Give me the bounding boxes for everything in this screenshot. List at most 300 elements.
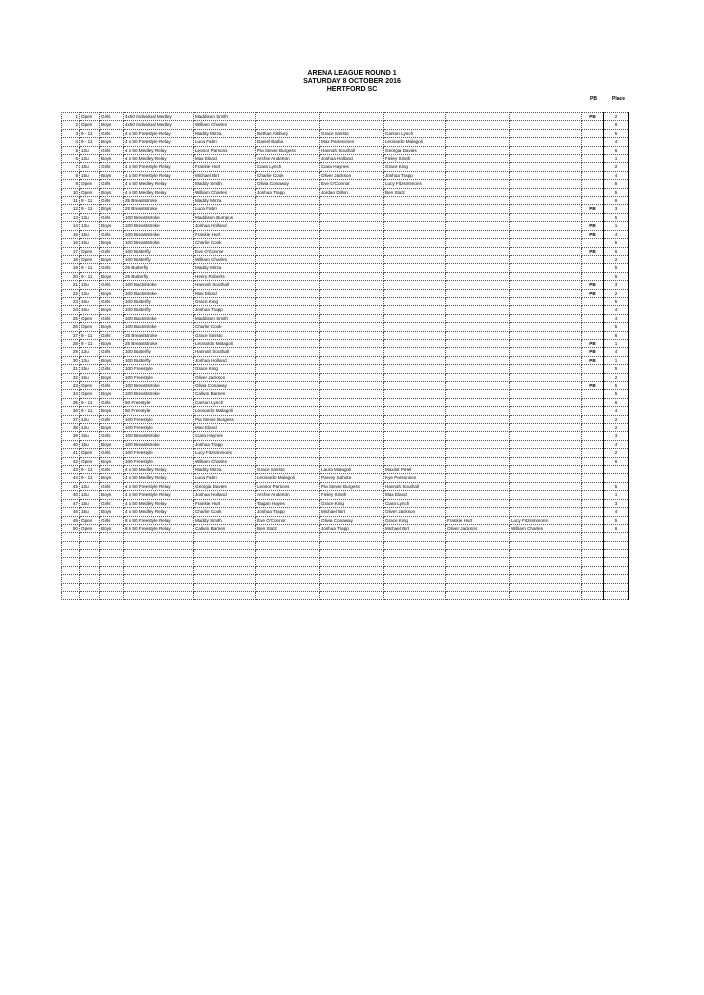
swimmer-1: William Charles [194, 457, 256, 465]
age-group: 9 - 11 [80, 205, 100, 213]
table-row [62, 365, 629, 373]
pb-marker [582, 171, 604, 179]
pb-marker [582, 466, 604, 474]
swimmer-2: Pia Stevie Burgess [256, 146, 320, 154]
place [604, 592, 629, 600]
swimmer-2 [256, 373, 320, 381]
swimmer-3 [320, 407, 384, 415]
swimmer-4: Max Eland [384, 491, 446, 499]
swimmer-4 [384, 390, 446, 398]
swimmer-4: Ben Stutz [384, 188, 446, 196]
swimmer-4 [384, 205, 446, 213]
event-name: 100 Backstroke [124, 289, 194, 297]
event-name: 100 Freestyle [124, 365, 194, 373]
age-group: Open [80, 188, 100, 196]
event-name: 8 x 50 Freestyle Relay [124, 524, 194, 532]
place: 5 [604, 129, 629, 137]
table-row [62, 566, 629, 574]
table-row [62, 583, 629, 591]
event-name: 50 Freestyle [124, 407, 194, 415]
gender [100, 566, 124, 574]
table-row [62, 138, 629, 146]
swimmer-3: Joshua Trapp [320, 524, 384, 532]
swimmer-6 [510, 180, 582, 188]
swimmer-2: Archie Anderton [256, 155, 320, 163]
swimmer-4 [384, 281, 446, 289]
swimmer-4 [384, 457, 446, 465]
swimmer-2 [256, 339, 320, 347]
gender [100, 592, 124, 600]
pb-marker: PB [582, 348, 604, 356]
swimmer-6 [510, 474, 582, 482]
table-row [62, 482, 629, 490]
event-name: 25 Breaststroke [124, 205, 194, 213]
swimmer-5 [446, 297, 510, 305]
swimmer-4 [384, 222, 446, 230]
event-name: 4 x 50 Freestyle Relay [124, 163, 194, 171]
place: 2 [604, 449, 629, 457]
gender [100, 541, 124, 549]
swimmer-4 [384, 424, 446, 432]
age-group: 13u [80, 281, 100, 289]
table-row [62, 508, 629, 516]
swimmer-1: Joshua Holland [194, 491, 256, 499]
swimmer-4 [384, 289, 446, 297]
place: 5 [604, 390, 629, 398]
swimmer-2 [256, 356, 320, 364]
event-number: 24 [62, 306, 80, 314]
swimmer-6 [510, 163, 582, 171]
swimmer-1: William Charles [194, 121, 256, 129]
swimmer-5 [446, 213, 510, 221]
event-name: 25 Breaststroke [124, 197, 194, 205]
table-row [62, 297, 629, 305]
swimmer-2 [256, 331, 320, 339]
swimmer-6 [510, 356, 582, 364]
pb-marker [582, 508, 604, 516]
place [604, 541, 629, 549]
swimmer-5 [446, 339, 510, 347]
swimmer-5 [446, 129, 510, 137]
event-number [62, 558, 80, 566]
swimmer-4: Carson Lynch [384, 129, 446, 137]
place: 4 [604, 348, 629, 356]
age-group: Open [80, 390, 100, 398]
swimmer-6 [510, 348, 582, 356]
swimmer-4 [384, 339, 446, 347]
swimmer-5 [446, 558, 510, 566]
swimmer-4: Ciara Lynch [384, 499, 446, 507]
place: 1 [604, 356, 629, 364]
place: 5 [604, 264, 629, 272]
swimmer-1: Joshua Holland [194, 356, 256, 364]
swimmer-4 [384, 407, 446, 415]
age-group: 15u [80, 171, 100, 179]
age-group: 9 - 11 [80, 197, 100, 205]
swimmer-5 [446, 239, 510, 247]
event-number [62, 583, 80, 591]
age-group: 13u [80, 348, 100, 356]
swimmer-1: Charlie Cook [194, 508, 256, 516]
table-row [62, 239, 629, 247]
event-number: 34 [62, 390, 80, 398]
place: 2 [604, 415, 629, 423]
pb-marker [582, 264, 604, 272]
place: 4 [604, 230, 629, 238]
swimmer-1: Charlie Cook [194, 323, 256, 331]
event-number: 37 [62, 415, 80, 423]
event-number [62, 575, 80, 583]
swimmer-3 [320, 255, 384, 263]
swimmer-4: Oliver Jackson [384, 508, 446, 516]
place: 5 [604, 188, 629, 196]
table-row [62, 163, 629, 171]
place [604, 466, 629, 474]
event-name [124, 533, 194, 541]
event-number: 28 [62, 339, 80, 347]
swimmer-3 [320, 213, 384, 221]
swimmer-2: Leonardo Malagoli [256, 474, 320, 482]
gender: Boys [100, 323, 124, 331]
swimmer-6 [510, 415, 582, 423]
swimmer-2 [256, 264, 320, 272]
event-name: 100 Freestyle [124, 457, 194, 465]
swimmer-2 [256, 247, 320, 255]
swimmer-4: Maxilot Petel [384, 466, 446, 474]
swimmer-4 [384, 373, 446, 381]
event-number: 12 [62, 205, 80, 213]
age-group: 15u [80, 373, 100, 381]
swimmer-4: Joshua Trapp [384, 171, 446, 179]
swimmer-3: Hannah Southall [320, 146, 384, 154]
swimmer-1: Eve O'Connor [194, 247, 256, 255]
age-group: 13u [80, 289, 100, 297]
swimmer-3 [320, 239, 384, 247]
gender: Boys [100, 306, 124, 314]
place: 6 [604, 331, 629, 339]
age-group: 9 - 11 [80, 339, 100, 347]
table-row [62, 398, 629, 406]
age-group: Open [80, 449, 100, 457]
swimmer-1 [194, 541, 256, 549]
swimmer-5 [446, 314, 510, 322]
swimmer-2 [256, 281, 320, 289]
event-number: 5 [62, 146, 80, 154]
age-group: Open [80, 323, 100, 331]
swimmer-3: Max Panesonen [320, 138, 384, 146]
swimmer-1: Henry Roberts [194, 272, 256, 280]
swimmer-6 [510, 449, 582, 457]
swimmer-1: William Charles [194, 188, 256, 196]
event-name: 100 Breaststroke [124, 440, 194, 448]
event-name: 4x50 Individual Medley [124, 121, 194, 129]
swimmer-4 [384, 113, 446, 121]
event-number: 19 [62, 264, 80, 272]
gender: Boys [100, 491, 124, 499]
swimmer-1: Pia Stevie Burgess [194, 415, 256, 423]
age-group: 15u [80, 230, 100, 238]
pb-marker [582, 129, 604, 137]
swimmer-1: Charlie Cook [194, 239, 256, 247]
pb-marker [582, 163, 604, 171]
swimmer-4 [384, 247, 446, 255]
age-group: 13u [80, 155, 100, 163]
swimmer-4 [384, 365, 446, 373]
swimmer-1: Maddy Smith [194, 180, 256, 188]
place-column-header: Place [612, 96, 626, 102]
swimmer-2 [256, 558, 320, 566]
swimmer-5 [446, 188, 510, 196]
swimmer-4 [384, 331, 446, 339]
place: 5 [604, 180, 629, 188]
pb-marker [582, 575, 604, 583]
event-number [62, 541, 80, 549]
age-group [80, 583, 100, 591]
table-row [62, 289, 629, 297]
place: 5 [604, 516, 629, 524]
event-name: 100 Backstroke [124, 323, 194, 331]
swimmer-1: Leonor Parsons [194, 146, 256, 154]
gender: Boys [100, 272, 124, 280]
swimmer-3 [320, 432, 384, 440]
age-group: 9 - 11 [80, 331, 100, 339]
swimmer-6 [510, 255, 582, 263]
pb-marker [582, 213, 604, 221]
swimmer-6 [510, 230, 582, 238]
gender: Girls [100, 213, 124, 221]
swimmer-5 [446, 398, 510, 406]
place [604, 474, 629, 482]
gender: Girls [100, 297, 124, 305]
swimmer-3 [320, 297, 384, 305]
gender: Boys [100, 121, 124, 129]
event-number: 16 [62, 239, 80, 247]
table-row [62, 550, 629, 558]
swimmer-4: Hannah Southall [384, 482, 446, 490]
pb-marker [582, 373, 604, 381]
pb-marker: PB [582, 382, 604, 390]
swimmer-6: William Charles [510, 524, 582, 532]
event-name: 100 Freestyle [124, 449, 194, 457]
place: 1 [604, 339, 629, 347]
swimmer-4 [384, 440, 446, 448]
swimmer-6 [510, 197, 582, 205]
swimmer-3: Ciara Haynes [320, 163, 384, 171]
pb-marker [582, 239, 604, 247]
place: 4 [604, 306, 629, 314]
swimmer-3 [320, 415, 384, 423]
place: 5 [604, 272, 629, 280]
event-number: 22 [62, 289, 80, 297]
swimmer-6 [510, 541, 582, 549]
place: 5 [604, 297, 629, 305]
swimmer-1: Georgia Davies [194, 482, 256, 490]
results-table [61, 112, 629, 600]
pb-marker [582, 297, 604, 305]
gender: Girls [100, 365, 124, 373]
event-number: 35 [62, 398, 80, 406]
gender: Girls [100, 314, 124, 322]
pb-marker [582, 365, 604, 373]
age-group: 9 - 11 [80, 264, 100, 272]
swimmer-5: Oliver Jackson [446, 524, 510, 532]
swimmer-2: Bethan Alsbury [256, 129, 320, 137]
swimmer-6 [510, 398, 582, 406]
swimmer-3: Finley Smith [320, 491, 384, 499]
event-number: 14 [62, 222, 80, 230]
swimmer-1: Frankie Hurt [194, 230, 256, 238]
table-row [62, 491, 629, 499]
place: 6 [604, 247, 629, 255]
swimmer-4 [384, 213, 446, 221]
event-name: 100 Freestyle [124, 415, 194, 423]
swimmer-5 [446, 264, 510, 272]
pb-marker: PB [582, 356, 604, 364]
swimmer-2: Olivia Conaway [256, 180, 320, 188]
swimmer-2: Eve O'Connor [256, 516, 320, 524]
pb-column-header: PB [590, 96, 597, 102]
swimmer-6 [510, 365, 582, 373]
pb-marker: PB [582, 230, 604, 238]
event-number [62, 566, 80, 574]
swimmer-5 [446, 272, 510, 280]
gender: Girls [100, 331, 124, 339]
place: 3 [604, 281, 629, 289]
age-group: 13u [80, 424, 100, 432]
pb-marker [582, 415, 604, 423]
swimmer-5 [446, 482, 510, 490]
swimmer-2: Ben Stutz [256, 524, 320, 532]
pb-marker [582, 398, 604, 406]
swimmer-2 [256, 575, 320, 583]
age-group: 15u [80, 508, 100, 516]
age-group: Open [80, 255, 100, 263]
swimmer-5 [446, 583, 510, 591]
event-name: 25 Butterfly [124, 272, 194, 280]
swimmer-4 [384, 197, 446, 205]
swimmer-5 [446, 365, 510, 373]
swimmer-3 [320, 314, 384, 322]
swimmer-1: Joshua Trapp [194, 306, 256, 314]
swimmer-6 [510, 171, 582, 179]
swimmer-1: Oliver Jackson [194, 373, 256, 381]
swimmer-4 [384, 121, 446, 129]
event-number [62, 550, 80, 558]
swimmer-2 [256, 314, 320, 322]
swimmer-1: Callum Barnes [194, 390, 256, 398]
gender: Boys [100, 289, 124, 297]
swimmer-3 [320, 440, 384, 448]
event-number: 32 [62, 373, 80, 381]
swimmer-4 [384, 575, 446, 583]
place [604, 533, 629, 541]
pb-marker [582, 121, 604, 129]
pb-marker [582, 449, 604, 457]
age-group: 9 - 11 [80, 138, 100, 146]
swimmer-6 [510, 205, 582, 213]
event-name: 4 x 50 Medley Relay [124, 466, 194, 474]
swimmer-3 [320, 373, 384, 381]
gender: Girls [100, 449, 124, 457]
place: 2 [604, 255, 629, 263]
swimmer-6 [510, 121, 582, 129]
table-row [62, 516, 629, 524]
pb-marker: PB [582, 339, 604, 347]
gender: Boys [100, 457, 124, 465]
swimmer-5 [446, 113, 510, 121]
event-name: 4 x 50 Freestyle Relay [124, 482, 194, 490]
pb-marker [582, 138, 604, 146]
swimmer-5 [446, 390, 510, 398]
swimmer-5 [446, 348, 510, 356]
swimmer-2: Grace Sinisto [256, 466, 320, 474]
swimmer-1: Carson Lynch [194, 398, 256, 406]
event-number: 26 [62, 323, 80, 331]
swimmer-6 [510, 146, 582, 154]
swimmer-4 [384, 550, 446, 558]
swimmer-1: Joshua Trapp [194, 440, 256, 448]
swimmer-4 [384, 449, 446, 457]
swimmer-2 [256, 365, 320, 373]
table-row [62, 281, 629, 289]
swimmer-6 [510, 339, 582, 347]
pb-marker [582, 188, 604, 196]
event-number: 9 [62, 180, 80, 188]
swimmer-1: Max Eland [194, 289, 256, 297]
event-name: 8 x 50 Freestyle Relay [124, 516, 194, 524]
swimmer-1: Frankie Hurt [194, 499, 256, 507]
swimmer-2 [256, 407, 320, 415]
pb-marker [582, 407, 604, 415]
place: 5 [604, 482, 629, 490]
swimmer-6 [510, 331, 582, 339]
results-rows [62, 113, 629, 600]
swimmer-6 [510, 592, 582, 600]
table-row [62, 255, 629, 263]
pb-marker [582, 432, 604, 440]
swimmer-5 [446, 323, 510, 331]
swimmer-3: Oliver Jackson [320, 171, 384, 179]
sheet-venue: HERTFORD SC [326, 86, 378, 93]
swimmer-6 [510, 575, 582, 583]
swimmer-1: Ciara Haynes [194, 432, 256, 440]
swimmer-4 [384, 230, 446, 238]
event-name: 100 Breaststroke [124, 239, 194, 247]
swimmer-6 [510, 113, 582, 121]
table-row [62, 314, 629, 322]
swimmer-2 [256, 398, 320, 406]
event-name [124, 583, 194, 591]
age-group: 15u [80, 239, 100, 247]
swimmer-1: Olivia Conaway [194, 382, 256, 390]
event-name: 4 x 50 Medley Relay [124, 499, 194, 507]
pb-marker [582, 524, 604, 532]
swimmer-4 [384, 306, 446, 314]
swimmer-1: Luca Fabri [194, 138, 256, 146]
swimmer-2 [256, 323, 320, 331]
swimmer-2 [256, 550, 320, 558]
swimmer-3 [320, 113, 384, 121]
table-row [62, 155, 629, 163]
event-name: 4 x 50 Medley Relay [124, 155, 194, 163]
event-name: 100 Butterfly [124, 356, 194, 364]
place: 6 [604, 457, 629, 465]
age-group: 15u [80, 365, 100, 373]
gender: Girls [100, 129, 124, 137]
swimmer-4 [384, 398, 446, 406]
table-row [62, 466, 629, 474]
swimmer-2 [256, 272, 320, 280]
